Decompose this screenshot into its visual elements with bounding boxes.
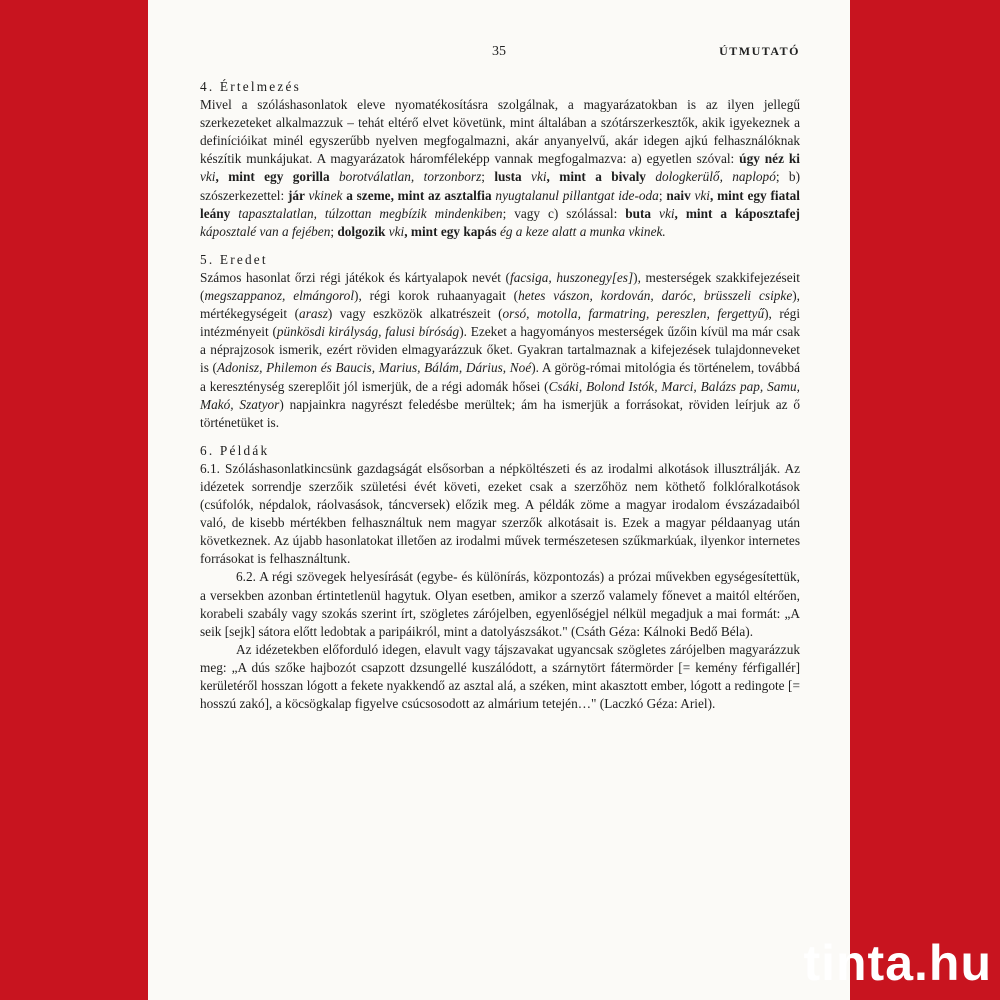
italic-phrase: vki: [531, 169, 547, 185]
italic-phrase: nyugtalanul pillantgat ide-oda: [495, 187, 659, 203]
italic-phrase: hetes vászon, kordován, daróc, brüsszeli csipke: [518, 288, 793, 304]
text-run: ), régi korok ruhaanyagait (: [354, 288, 519, 304]
text-run: ). Ezeket a hagyományos mesterségek űzőin kívül ma már csak a néprajzosok ismerik, ezért röviden elmagyarázzuk őket. Gyakran tartalmaznak a kifejezések tulajdonneveket is (: [200, 324, 800, 376]
italic-phrase: Csáki, Bolond Istók, Marci, Balázs pap, Samu, Makó, Szatyor: [200, 378, 800, 412]
text-run: ), mértékegységeit (: [200, 288, 800, 322]
bold-phrase: , mint a káposztafej: [674, 205, 800, 221]
text-run: ), mesterségek szakkifejezéseit (: [200, 269, 800, 304]
italic-phrase: vki: [659, 205, 675, 221]
page-header: [148, 44, 850, 64]
italic-phrase: facsiga, huszonegy[es]: [510, 269, 634, 285]
watermark-logo: tinta.hu: [803, 935, 992, 991]
italic-phrase: káposztalé van a fejében: [200, 223, 331, 239]
italic-phrase: dologkerülő, naplopó: [655, 169, 776, 185]
bold-phrase: úgy néz ki: [739, 151, 800, 167]
bold-phrase: , mint egy kapás: [404, 223, 500, 239]
italic-phrase: megszappanoz, elmángorol: [204, 288, 355, 304]
left-red-band: [0, 0, 148, 1000]
text-run: 6.1. Szóláshasonlatkincsünk gazdagságát elsősorban a népköltészeti és az irodalmi alkotások illusztrálják. Az idézetek sorrendje szerzőik születési évét követi, ezeket csak a szerzőhöz nem köthető folklóralkotások (csúfolók, népdalok, ráolvasások, táncversek) előzik meg. A példák zöme a magyar irodalom évszázadaiból való, de kisebb mértékben felhasználtuk nem magyar szerzők alkotásait is. Ezek a magyar példaanyag után következnek. Az újabb hasonlatokat illetően az irodalmi művek természetesen szűkmarkúak, ilyenkor internetes forrásokat is felhasználtunk.: [200, 460, 800, 567]
text-run: ;: [658, 187, 667, 203]
paragraph: [200, 96, 800, 241]
italic-phrase: vki: [200, 169, 216, 185]
italic-phrase: orsó, motolla, farmatring, pereszlen, fergettyű: [502, 306, 765, 322]
text-run: ; vagy c) szólással:: [502, 205, 626, 221]
paragraph: [200, 641, 800, 713]
text-run: Számos hasonlat őrzi régi játékok és kártyalapok nevét (: [200, 269, 510, 285]
section-title: 5. Eredet: [200, 251, 268, 267]
text-run: ;: [481, 169, 495, 185]
bold-phrase: naiv: [666, 187, 695, 203]
italic-phrase: tapasztalatlan, túlzottan megbízik mindenkiben: [238, 205, 503, 221]
running-title: ÚTMUTATÓ: [719, 44, 800, 58]
text-run: ; b) szószerkezettel:: [200, 169, 800, 203]
paragraph: [200, 460, 800, 569]
paragraph: [200, 269, 800, 432]
bold-phrase: lusta: [494, 169, 532, 185]
bold-phrase: , mint a bivaly: [546, 169, 656, 185]
section-title: 6. Példák: [200, 442, 270, 458]
italic-phrase: pünkösdi királyság, falusi bíróság: [276, 324, 460, 340]
italic-phrase: vki: [388, 223, 405, 239]
section-title: 4. Értelmezés: [200, 79, 301, 94]
italic-phrase: borotválatlan, torzonborz: [339, 169, 482, 185]
text-run: 6.2. A régi szövegek helyesírását (egybe- és különírás, központozás) a prózai művekben egységesítettük, a versekben azonban értintetlenül hagytuk. Olyan esetben, amikor a szerző valamely főnevet a maitól eltérően, korabeli szabály vagy szokás szerint írt, szögletes zárójelben, egyenlőségjel nélkül megadjuk a mai formát: „A seik [sejk] sátora előtt ledobtak a paripáikról, mint a datolyászsákot." (Csáth Géza: Kálnoki Bedő Béla).: [200, 569, 800, 639]
text-run: Mivel a szóláshasonlatok eleve nyomatékosításra szolgálnak, a magyarázatokban is az ilyen jellegű szerkezeteket alkalmazzuk – tehát eltérő elvet követünk, mint általában a szótárszerkesztők, akik igyekeznek a definícióikat minél egyszerűbb nyelven megfogalmazni, akár anyanyelvű, akár idegen ajkú felhasználóknak készítik munkájukat. A magyarázatok háromféleképp vannak megfogalmazva: a) egyetlen szóval:: [200, 97, 800, 167]
bold-phrase: jár: [287, 187, 309, 203]
paragraph: [200, 568, 800, 640]
book-page: [148, 0, 850, 1000]
italic-phrase: ég a keze alatt a munka vkinek.: [499, 223, 666, 239]
bold-phrase: , mint egy gorilla: [215, 169, 340, 185]
text-run: ) vagy eszközök alkatrészeit (: [327, 306, 503, 322]
text-run: ;: [330, 223, 338, 239]
text-run: ) napjainkra nagyrészt feledésbe merültek; ám ha ismerjük a forrásokat, röviden leírjuk az ő történetüket is.: [200, 396, 800, 430]
page-number: 35: [492, 44, 506, 59]
page-content: [200, 78, 800, 713]
text-run: ), régi intézményeit (: [200, 306, 801, 340]
bold-phrase: a szeme, mint az asztalfia: [342, 187, 496, 203]
italic-phrase: Adonisz, Philemon és Baucis, Marius, Bálám, Dárius, Noé: [216, 360, 532, 376]
bold-phrase: buta: [625, 205, 660, 221]
bold-phrase: dolgozik: [337, 223, 389, 239]
text-run: Az idézetekben előforduló idegen, elavult vagy tájszavakat ugyancsak szögletes zárójelben magyarázzuk meg: „A dús szőke hajbozót csapzott dzsungellé kuszálódott, a szárnytört fátermörder [= kemény férfigallér] kerületéről hosszan lógott a fekete nyakkendő az asztal alá, a széken, mint akasztott ember, lógott a redingote [= hosszú zakó], a köcsögkalap figyelve csúcsosodott az almárium tetején…" (Laczkó Géza: Ariel).: [200, 641, 800, 712]
italic-phrase: vkinek: [308, 187, 343, 203]
right-red-band: [850, 0, 1000, 1000]
text-run: ). A görög-római mitológia és történelem, továbbá a kereszténység szereplőit jól ismerjük, de a régi adomák hősei (: [200, 360, 800, 394]
italic-phrase: vki: [694, 187, 710, 203]
bold-phrase: , mint egy fiatal leány: [200, 187, 800, 221]
italic-phrase: arasz: [299, 306, 328, 322]
